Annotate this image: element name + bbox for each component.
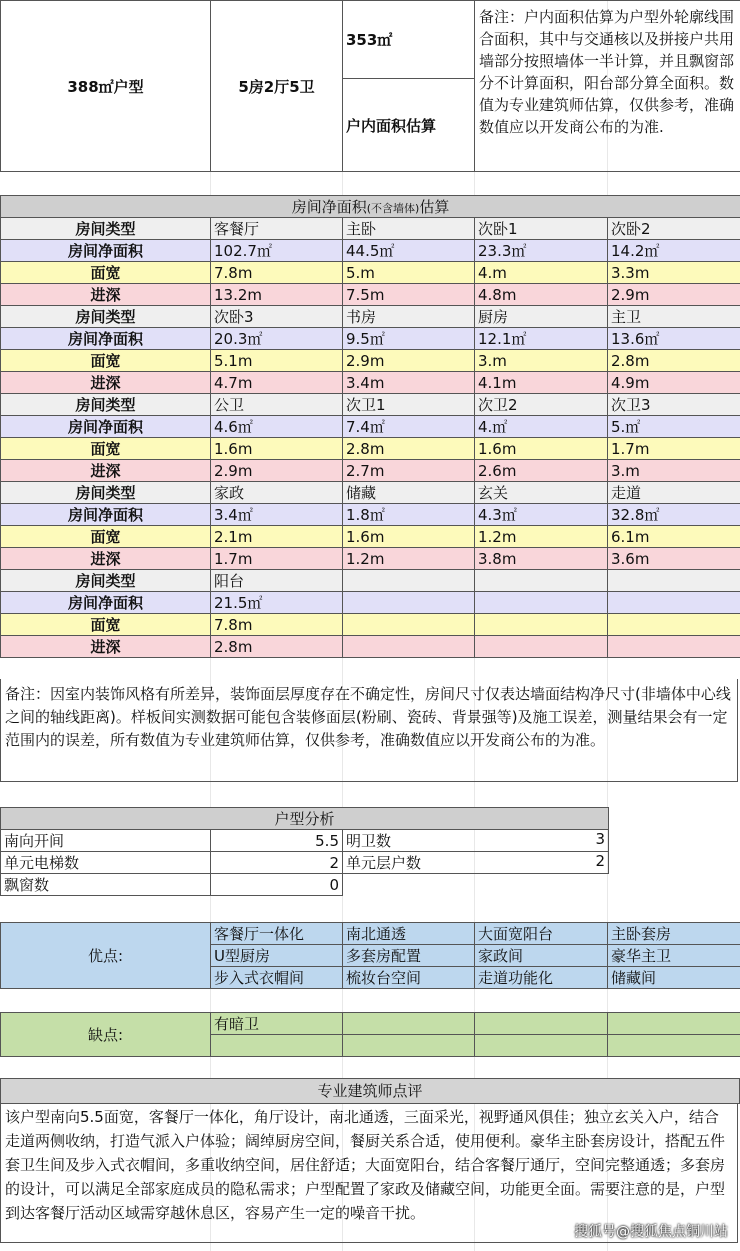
room-depth: 3.m: [608, 460, 740, 482]
room-width: 2.8m: [343, 438, 475, 460]
room-row-type: [1, 394, 740, 416]
analysis-value: 2: [211, 852, 343, 874]
con-item: [343, 1013, 475, 1035]
unit-info-table: [0, 0, 740, 172]
con-item: 有暗卫: [211, 1013, 343, 1035]
room-area: 1.8㎡: [343, 504, 475, 526]
room-area: [475, 592, 608, 614]
analysis-empty: [343, 874, 609, 896]
room-depth: 2.6m: [475, 460, 608, 482]
room-row-width: [1, 262, 740, 284]
room-width: 1.7m: [608, 438, 740, 460]
unit-area-label: 户内面积估算: [343, 79, 475, 172]
room-depth: 13.2m: [211, 284, 343, 306]
room-row-width: [1, 614, 740, 636]
room-row-type: [1, 570, 740, 592]
row-label-type: 房间类型: [1, 570, 211, 592]
room-width: 3.3m: [608, 262, 740, 284]
review-title: 专业建筑师点评: [0, 1078, 740, 1104]
pro-item: 储藏间: [608, 967, 740, 989]
room-name: [608, 570, 740, 592]
room-row-area: [1, 240, 740, 262]
con-item: [475, 1035, 608, 1057]
room-name: 阳台: [211, 570, 343, 592]
room-area: 4.6㎡: [211, 416, 343, 438]
room-area: 20.3㎡: [211, 328, 343, 350]
pro-item: 豪华主卫: [608, 945, 740, 967]
room-depth: 2.7m: [343, 460, 475, 482]
room-width: 1.2m: [475, 526, 608, 548]
room-row-width: [1, 350, 740, 372]
room-area: 32.8㎡: [608, 504, 740, 526]
analysis-value: 5.5: [211, 830, 343, 852]
room-row-width: [1, 526, 740, 548]
room-width: 7.8m: [211, 262, 343, 284]
room-depth: 4.7m: [211, 372, 343, 394]
room-row-type: [1, 482, 740, 504]
cons-row: [1, 1013, 740, 1035]
room-depth: 3.4m: [343, 372, 475, 394]
row-label-type: 房间类型: [1, 482, 211, 504]
room-row-depth: [1, 460, 740, 482]
pro-item: 主卧套房: [608, 923, 740, 945]
room-width: 5.1m: [211, 350, 343, 372]
room-area: 7.4㎡: [343, 416, 475, 438]
room-row-area: [1, 416, 740, 438]
row-label-type: 房间类型: [1, 306, 211, 328]
room-depth: 4.1m: [475, 372, 608, 394]
room-note: 备注：因室内装饰风格有所差异，装饰面层厚度存在不确定性，房间尺寸仅表达墙面结构净尺寸(非墙体中心线之间的轴线距离)。样板间实测数据可能包含装修面层(粉刷、瓷砖、背景强等)及施工误差，测量结果会有一定范围内的误差，所有数值为专业建筑师估算，仅供参考，准确数值应以开发商公布的为准。: [0, 679, 738, 782]
room-name: 储藏: [343, 482, 475, 504]
room-depth: [343, 636, 475, 658]
unit-analysis-table: [0, 807, 609, 896]
unit-area: 353㎡: [343, 1, 475, 79]
row-label-type: 房间类型: [1, 218, 211, 240]
room-area: 13.6㎡: [608, 328, 740, 350]
room-area: 44.5㎡: [343, 240, 475, 262]
row-label-area: 房间净面积: [1, 504, 211, 526]
room-width: 4.m: [475, 262, 608, 284]
room-depth: 2.9m: [211, 460, 343, 482]
room-name: 次卫2: [475, 394, 608, 416]
room-area: [343, 592, 475, 614]
row-label-area: 房间净面积: [1, 240, 211, 262]
row-label-width: 面宽: [1, 350, 211, 372]
room-width: [343, 614, 475, 636]
room-name: [343, 570, 475, 592]
analysis-row: [1, 830, 609, 852]
room-table-title: 房间净面积(不含墙体)估算: [1, 196, 740, 218]
con-item: [343, 1035, 475, 1057]
room-depth: 7.5m: [343, 284, 475, 306]
room-name: 玄关: [475, 482, 608, 504]
room-width: 1.6m: [343, 526, 475, 548]
room-row-depth: [1, 372, 740, 394]
room-row-depth: [1, 548, 740, 570]
pro-item: 大面宽阳台: [475, 923, 608, 945]
room-name: 客餐厅: [211, 218, 343, 240]
row-label-type: 房间类型: [1, 394, 211, 416]
room-width: 2.1m: [211, 526, 343, 548]
analysis-pair: [343, 830, 609, 852]
room-area-table: [0, 195, 740, 658]
room-area: 5.㎡: [608, 416, 740, 438]
room-area: 14.2㎡: [608, 240, 740, 262]
con-item: [211, 1035, 343, 1057]
analysis-title: 户型分析: [1, 808, 609, 830]
room-row-area: [1, 328, 740, 350]
pro-item: 家政间: [475, 945, 608, 967]
room-name: 书房: [343, 306, 475, 328]
room-name: 次卧1: [475, 218, 608, 240]
analysis-key: 明卫数: [346, 832, 392, 850]
room-area: 21.5㎡: [211, 592, 343, 614]
review-body: 该户型南向5.5面宽，客餐厅一体化，角厅设计，南北通透，三面采光，视野通风俱佳；独立玄关入户，结合走道两侧收纳，打造气派入户体验；阔绰厨房空间，餐厨关系合适，使用便利。豪华主卧套房设计，搭配五件套卫生间及步入式衣帽间，多重收纳空间，居住舒适；大面宽阳台，结合客餐厅通厅，空间完整通透；多套房的设计，可以满足全部家庭成员的隐私需求；户型配置了家政及储藏空间，功能更全面。需要注意的是，户型到达客餐厅活动区域需穿越休息区，容易产生一定的噪音干扰。: [0, 1103, 738, 1243]
room-area: 3.4㎡: [211, 504, 343, 526]
con-item: [608, 1013, 740, 1035]
room-name: 公卫: [211, 394, 343, 416]
analysis-row: [1, 852, 609, 874]
room-name: 厨房: [475, 306, 608, 328]
watermark: 搜狐号@搜狐焦点铜川站: [574, 1224, 728, 1240]
room-depth: 3.8m: [475, 548, 608, 570]
room-width: [608, 614, 740, 636]
cons-label: 缺点:: [1, 1013, 211, 1057]
pro-item: 客餐厅一体化: [211, 923, 343, 945]
room-depth: 4.8m: [475, 284, 608, 306]
con-item: [475, 1013, 608, 1035]
room-width: 6.1m: [608, 526, 740, 548]
room-area: 23.3㎡: [475, 240, 608, 262]
pro-item: 步入式衣帽间: [211, 967, 343, 989]
room-width: 3.m: [475, 350, 608, 372]
analysis-row: [1, 874, 609, 896]
row-label-width: 面宽: [1, 438, 211, 460]
row-label-width: 面宽: [1, 262, 211, 284]
pros-row: [1, 923, 740, 945]
room-width: 1.6m: [211, 438, 343, 460]
pro-item: U型厨房: [211, 945, 343, 967]
room-width: 7.8m: [211, 614, 343, 636]
room-width: 1.6m: [475, 438, 608, 460]
row-label-depth: 进深: [1, 372, 211, 394]
pro-item: 南北通透: [343, 923, 475, 945]
room-area: 9.5㎡: [343, 328, 475, 350]
room-row-area: [1, 504, 740, 526]
pros-table: [0, 922, 740, 989]
room-width: 2.8m: [608, 350, 740, 372]
analysis-key: 飘窗数: [1, 874, 211, 896]
room-name: 次卫3: [608, 394, 740, 416]
room-depth: [608, 636, 740, 658]
analysis-value: 0: [211, 874, 343, 896]
row-label-width: 面宽: [1, 614, 211, 636]
row-label-depth: 进深: [1, 636, 211, 658]
room-depth: 2.9m: [608, 284, 740, 306]
room-row-depth: [1, 284, 740, 306]
room-row-depth: [1, 636, 740, 658]
analysis-value: 2: [595, 852, 606, 870]
room-name: 次卧2: [608, 218, 740, 240]
room-name: 主卫: [608, 306, 740, 328]
room-width: [475, 614, 608, 636]
room-area: [608, 592, 740, 614]
room-depth: 1.7m: [211, 548, 343, 570]
row-label-area: 房间净面积: [1, 328, 211, 350]
pro-item: 梳妆台空间: [343, 967, 475, 989]
room-name: 次卧3: [211, 306, 343, 328]
cons-table: [0, 1012, 740, 1057]
area-note: 备注：户内面积估算为户型外轮廓线围合面积，其中与交通核以及拼接户共用墙部分按照墙体一半计算，并且飘窗部分不计算面积，阳台部分算全面积。数值为专业建筑师估算，仅供参考，准确数值应以开发商公布的为准.: [475, 1, 740, 172]
room-depth: [475, 636, 608, 658]
room-depth: 3.6m: [608, 548, 740, 570]
analysis-value: 3: [595, 830, 606, 848]
row-label-depth: 进深: [1, 548, 211, 570]
room-area: 12.1㎡: [475, 328, 608, 350]
room-row-type: [1, 218, 740, 240]
room-area: 4.3㎡: [475, 504, 608, 526]
room-name: 次卫1: [343, 394, 475, 416]
analysis-pair: [343, 852, 609, 874]
pro-item: 走道功能化: [475, 967, 608, 989]
row-label-width: 面宽: [1, 526, 211, 548]
pros-label: 优点:: [1, 923, 211, 989]
room-depth: 2.8m: [211, 636, 343, 658]
unit-type: 388㎡户型: [1, 1, 211, 172]
room-area: 102.7㎡: [211, 240, 343, 262]
room-depth: 1.2m: [343, 548, 475, 570]
analysis-key: 单元电梯数: [1, 852, 211, 874]
unit-layout: 5房2厅5卫: [211, 1, 343, 172]
room-name: 走道: [608, 482, 740, 504]
row-label-area: 房间净面积: [1, 416, 211, 438]
room-name: 家政: [211, 482, 343, 504]
pro-item: 多套房配置: [343, 945, 475, 967]
row-label-depth: 进深: [1, 284, 211, 306]
room-area: 4.㎡: [475, 416, 608, 438]
room-width: 2.9m: [343, 350, 475, 372]
room-row-type: [1, 306, 740, 328]
room-name: [475, 570, 608, 592]
room-width: 5.m: [343, 262, 475, 284]
analysis-key: 南向开间: [1, 830, 211, 852]
row-label-area: 房间净面积: [1, 592, 211, 614]
row-label-depth: 进深: [1, 460, 211, 482]
con-item: [608, 1035, 740, 1057]
room-row-area: [1, 592, 740, 614]
room-name: 主卧: [343, 218, 475, 240]
analysis-key: 单元层户数: [346, 854, 422, 872]
room-depth: 4.9m: [608, 372, 740, 394]
room-row-width: [1, 438, 740, 460]
